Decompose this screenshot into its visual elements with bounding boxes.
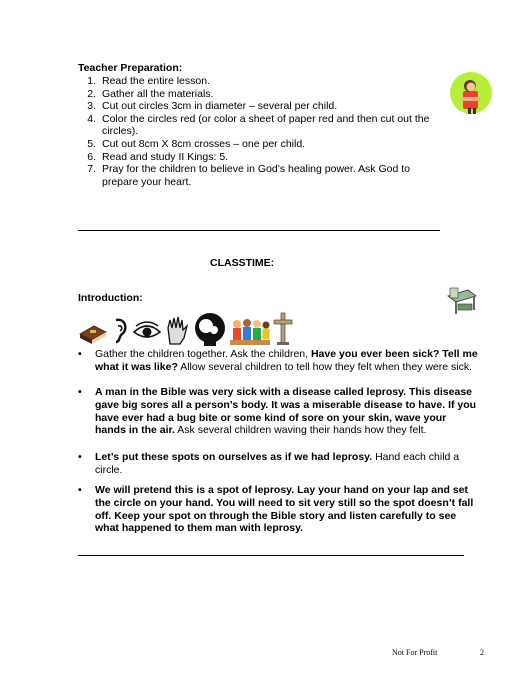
prep-item-number: 3. — [87, 100, 96, 113]
bullet-dot: • — [78, 484, 82, 496]
prep-heading: Teacher Preparation: — [78, 62, 183, 74]
prep-list — [78, 75, 448, 188]
prep-item — [78, 138, 448, 151]
cross-icon — [272, 312, 294, 346]
ear-icon — [110, 316, 130, 346]
bullet-dot: • — [78, 386, 82, 398]
bullet-3: • Let’s put these spots on ourselves as if we had leprosy. Hand each child a circle. — [78, 451, 460, 476]
icon-row — [78, 312, 294, 346]
prep-item-text: Color the circles red (or color a sheet of paper red and then cut out the circles). — [102, 112, 430, 138]
eye-icon — [132, 316, 162, 346]
children-icon — [230, 316, 270, 346]
prep-item-number: 2. — [87, 87, 96, 100]
bullet-4: • We will pretend this is a spot of leprosy. Lay your hand on your lap and set the circle on your hand. You will need to sit very still so the spot doesn’t fall off. Keep your spot on through the Bible story and listen carefully to see what happened to them man with leprosy. — [78, 484, 474, 535]
prep-item — [78, 163, 448, 188]
bullet-dot: • — [78, 451, 82, 463]
prep-item-number: 5. — [87, 137, 96, 150]
bible-icon — [78, 316, 108, 346]
prep-item-number: 6. — [87, 150, 96, 163]
prep-item-number: 1. — [87, 75, 96, 87]
footer-text: Not For Profit — [392, 648, 438, 657]
prep-item-number: 7. — [87, 163, 96, 176]
prep-item-text: Read the entire lesson. — [102, 75, 210, 87]
prep-item — [78, 113, 448, 138]
prep-item-text: Read and study II Kings: 5. — [102, 150, 229, 163]
divider-bottom — [78, 555, 464, 556]
classtime-heading: CLASSTIME: — [210, 257, 275, 269]
prep-item-text: Cut out circles 3cm in diameter – several per child. — [102, 100, 338, 113]
prep-item — [78, 100, 448, 113]
prep-item — [78, 151, 448, 164]
desk-icon — [444, 286, 478, 316]
divider-top — [78, 230, 440, 231]
prep-item-text: Gather all the materials. — [102, 87, 214, 100]
prep-item — [78, 88, 448, 101]
teacher-icon — [448, 70, 494, 116]
prep-item-text: Pray for the children to believe in God’s healing power. Ask God to prepare your heart. — [102, 163, 410, 188]
prep-item — [78, 75, 448, 88]
prep-item-number: 4. — [87, 112, 96, 125]
bullet-2: • A man in the Bible was very sick with a disease called leprosy. This disease gave big sores all a person’s body. It was a miserable disease to have. If you have ever had a bug bite or some kind of sore on your skin, wave your hands in the air. Ask several children waving their hands how they felt. — [78, 386, 477, 437]
bullet-1: • Gather the children together. Ask the children, Have you ever been sick? Tell me what it was like? Allow several children to tell how they felt when they were sick. — [78, 348, 478, 373]
intro-heading: Introduction: — [78, 292, 143, 304]
page-number: 2 — [480, 648, 484, 657]
prep-item-text: Cut out 8cm X 8cm crosses – one per child. — [102, 137, 306, 150]
bullet-dot: • — [78, 348, 82, 360]
head-icon — [192, 312, 228, 346]
hand-icon — [164, 314, 190, 346]
